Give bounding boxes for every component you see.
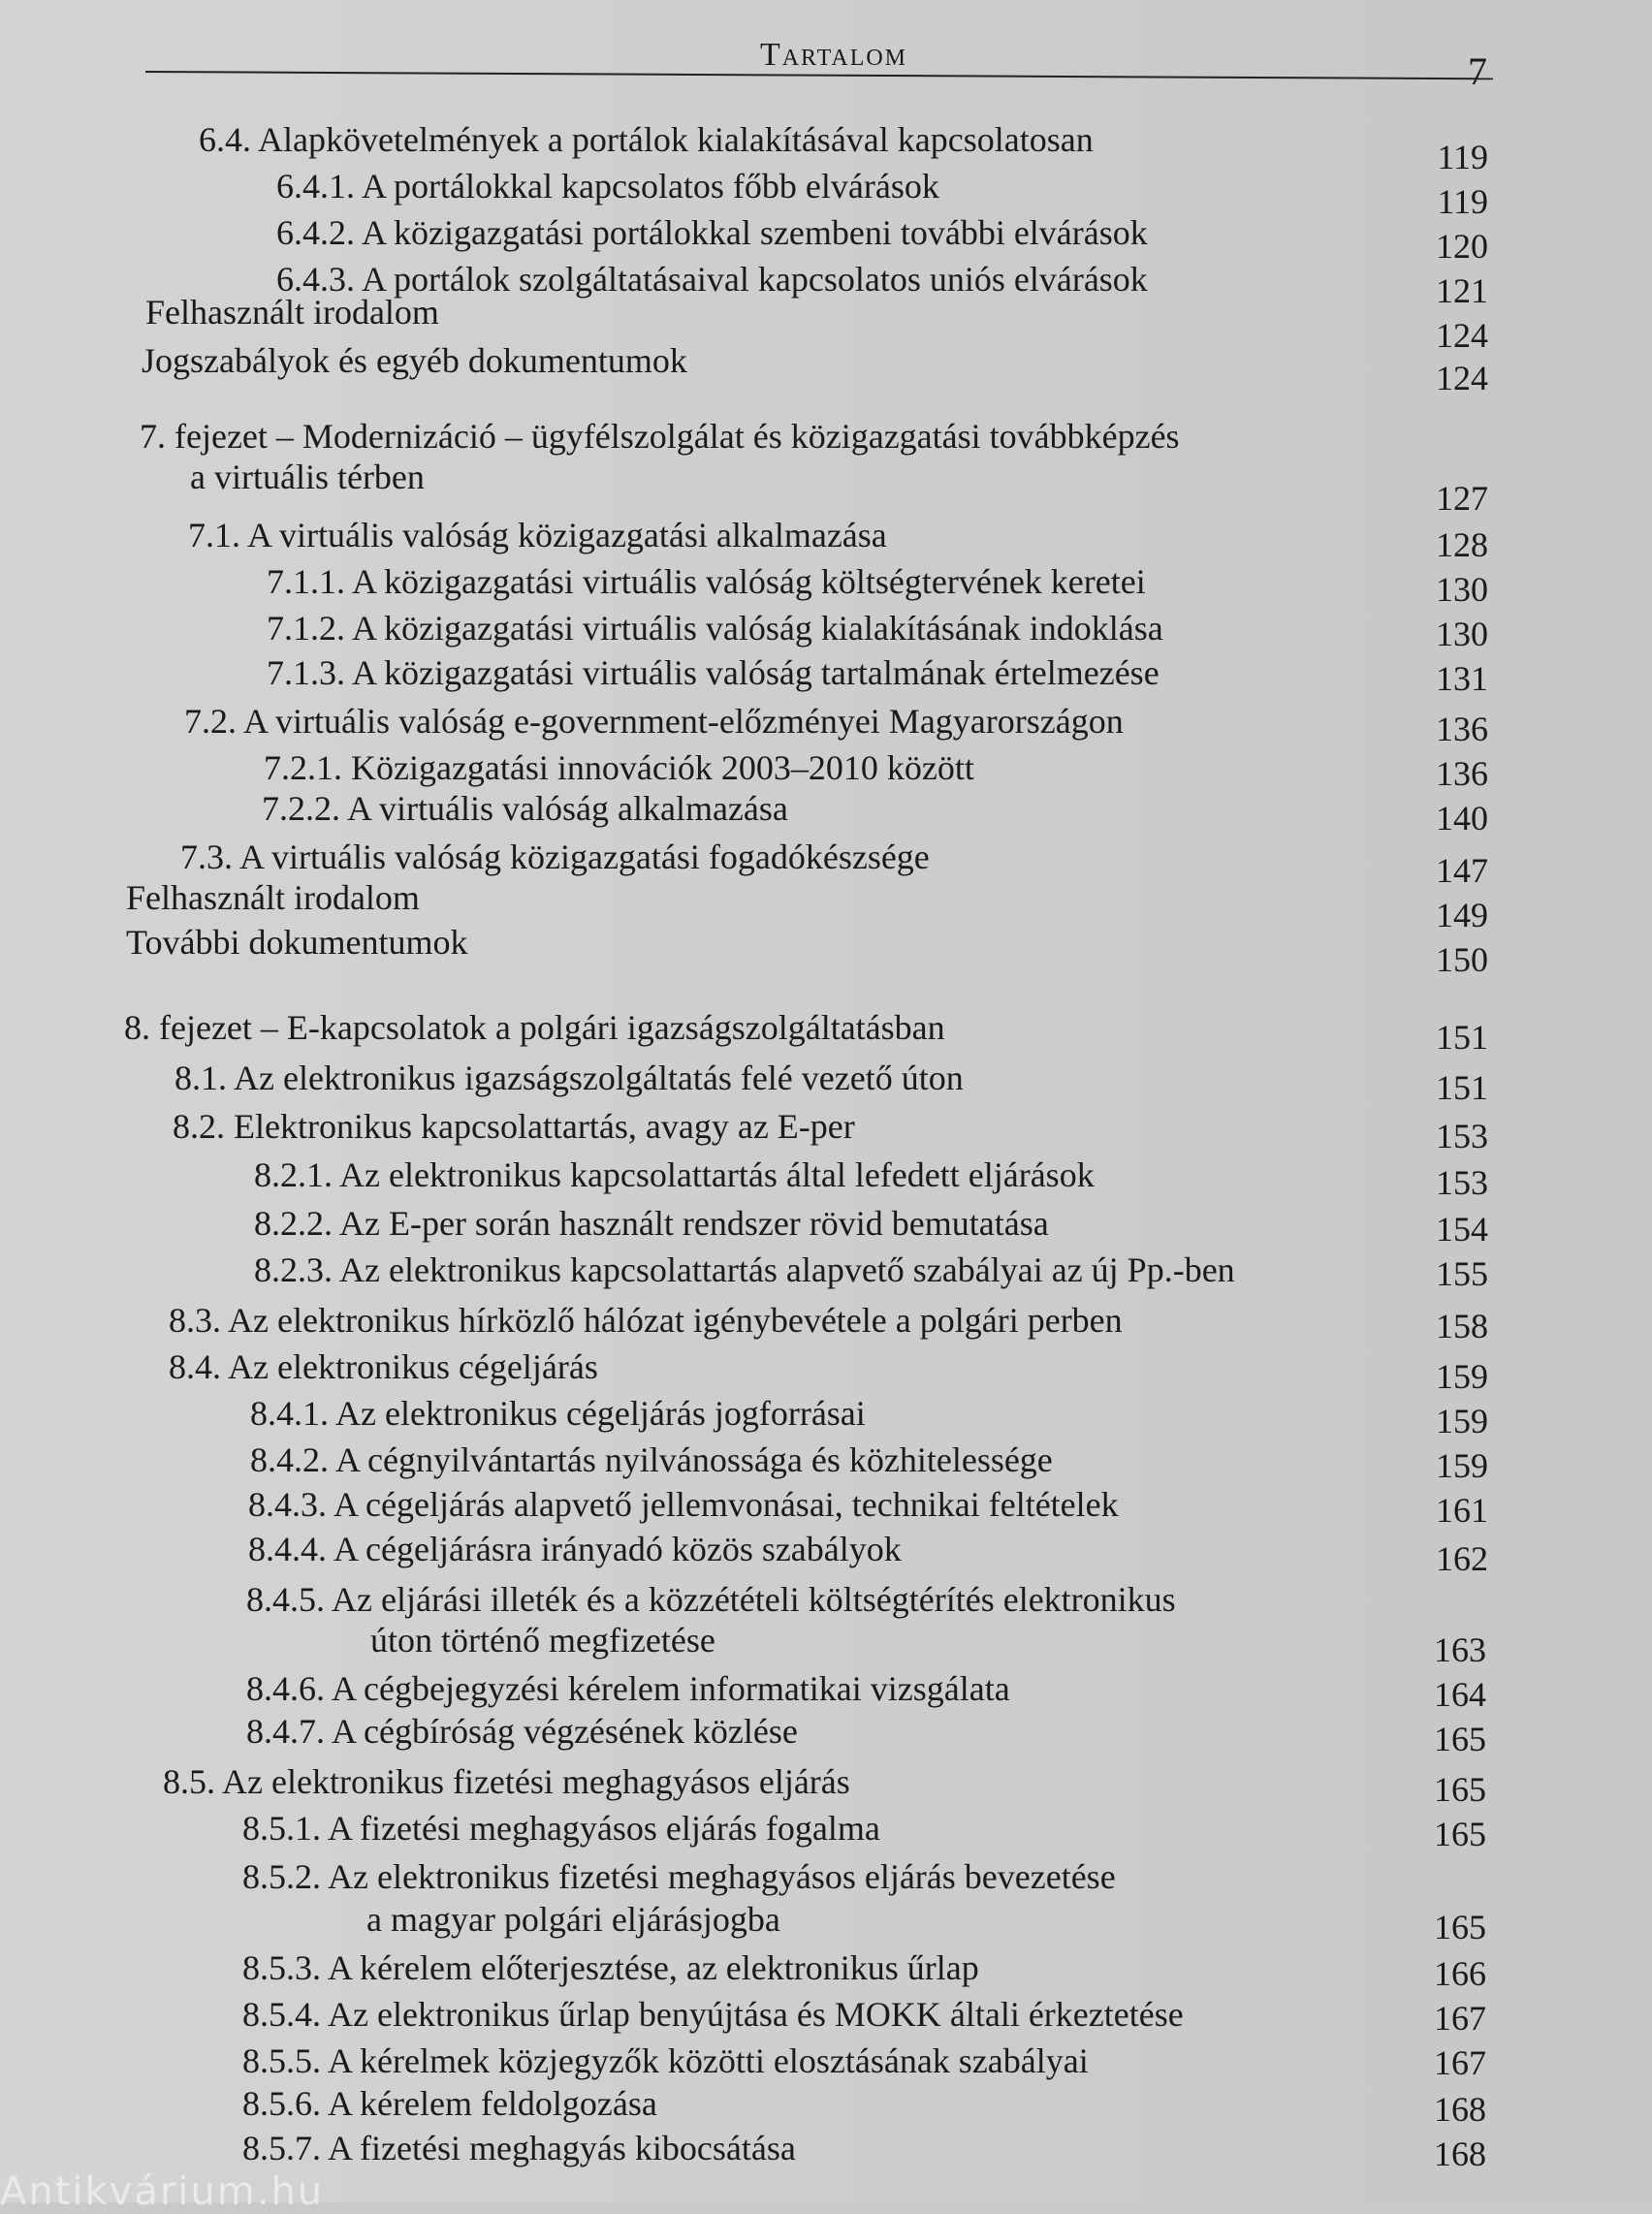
toc-chapter-entry: 7. fejezet – Modernizáció – ügyfélszolgálat és közigazgatási továbbképzés [140,417,1180,456]
toc-entry: Felhasznált irodalom [126,878,420,917]
toc-entry: További dokumentumok [126,923,468,962]
toc-page-ref: 167 [1434,2043,1486,2082]
toc-entry: 8.4. Az elektronikus cégeljárás [169,1347,598,1386]
toc-entry: 8.5. Az elektronikus fizetési meghagyásos eljárás [163,1762,850,1801]
toc-entry: 7.2.1. Közigazgatási innovációk 2003–2010 között [264,748,974,787]
toc-page-ref: 168 [1434,2135,1486,2173]
toc-page-ref: 155 [1436,1254,1488,1293]
toc-page-ref: 127 [1436,479,1488,518]
toc-page-ref: 128 [1436,525,1488,564]
toc-entry: 7.1.3. A közigazgatási virtuális valóság tartalmának értelmezése [267,653,1160,692]
toc-page-ref: 140 [1436,799,1488,838]
toc-page-ref: 149 [1436,896,1488,934]
toc-entry-continuation: a magyar polgári eljárásjogba [366,1900,780,1939]
toc-entry: 7.1. A virtuális valóság közigazgatási alkalmazása [188,516,887,554]
toc-entry-continuation: a virtuális térben [190,458,425,496]
toc-entry: Jogszabályok és egyéb dokumentumok [142,341,687,380]
toc-entry: 8.4.1. Az elektronikus cégeljárás jogforrásai [250,1394,866,1433]
toc-page-ref: 163 [1434,1630,1486,1669]
toc-entry: 8.4.6. A cégbejegyzési kérelem informatikai vizsgálata [246,1669,1010,1708]
toc-entry: 6.4.3. A portálok szolgáltatásaival kapcsolatos uniós elvárások [276,260,1148,299]
toc-page-ref: 162 [1436,1539,1488,1578]
toc-page-ref: 159 [1436,1357,1488,1396]
toc-entry: 8.5.6. A kérelem feldolgozása [242,2084,657,2123]
toc-entry: 8.2. Elektronikus kapcsolattartás, avagy az E-per [173,1107,855,1146]
toc-page-ref: 121 [1436,271,1488,310]
toc-page-ref: 130 [1436,570,1488,609]
toc-page-ref: 119 [1437,182,1488,221]
toc-entry: 7.2.2. A virtuális valóság alkalmazása [262,789,788,828]
toc-page-ref: 147 [1436,851,1488,890]
toc-page-ref: 130 [1436,615,1488,653]
toc-page-ref: 151 [1436,1068,1488,1107]
toc-entry: 8.4.3. A cégeljárás alapvető jellemvonásai, technikai feltételek [248,1485,1119,1524]
toc-page-ref: 165 [1434,1908,1486,1946]
toc-entry: 7.1.2. A közigazgatási virtuális valóság kialakításának indoklása [267,609,1163,648]
toc-entry: 8.5.1. A fizetési meghagyásos eljárás fogalma [242,1809,880,1848]
toc-entry: 8.5.3. A kérelem előterjesztése, az elektronikus űrlap [242,1948,979,1987]
toc-entry: 8.4.2. A cégnyilvántartás nyilvánossága és közhitelessége [250,1440,1053,1479]
toc-page-ref: 161 [1436,1491,1488,1530]
toc-page-ref: 159 [1436,1402,1488,1440]
toc-entry: 8.1. Az elektronikus igazságszolgáltatás felé vezető úton [175,1059,964,1097]
toc-entry: 8.3. Az elektronikus hírközlő hálózat igénybevétele a polgári perben [169,1301,1123,1340]
toc-page-ref: 167 [1434,1999,1486,2038]
toc-entry: 8.2.3. Az elektronikus kapcsolattartás alapvető szabályai az új Pp.-ben [254,1250,1235,1289]
toc-page-ref: 153 [1436,1163,1488,1202]
toc-page-ref: 136 [1436,710,1488,748]
toc-entry: 8.4.7. A cégbíróság végzésének közlése [246,1712,798,1751]
toc-entry: 6.4.2. A közigazgatási portálokkal szembeni további elvárások [276,213,1148,252]
toc-page-ref: 165 [1434,1815,1486,1853]
toc-page-ref: 136 [1436,754,1488,793]
running-title: Tartalom [759,37,908,73]
toc-page-ref: 159 [1436,1446,1488,1485]
toc-entry: Felhasznált irodalom [145,293,439,332]
page-number: 7 [1468,49,1487,93]
toc-page-ref: 124 [1436,359,1488,397]
toc-page-ref: 158 [1436,1307,1488,1345]
toc-page-ref: 119 [1437,138,1488,176]
toc-page-ref: 124 [1436,316,1488,355]
toc-entry: 7.1.1. A közigazgatási virtuális valóság költségtervének keretei [267,562,1146,601]
toc-page-ref: 120 [1436,227,1488,266]
toc-entry: 8.2.2. Az E-per során használt rendszer rövid bemutatása [254,1204,1049,1243]
toc-page-ref: 168 [1434,2090,1486,2129]
toc-page-ref: 131 [1436,659,1488,698]
toc-page-ref: 166 [1434,1954,1486,1993]
toc-entry-continuation: úton történő megfizetése [370,1621,715,1660]
toc-entry: 8.4.5. Az eljárási illeték és a közzétételi költségtérítés elektronikus [246,1580,1176,1619]
toc-page-ref: 154 [1436,1210,1488,1249]
toc-page-ref: 151 [1436,1018,1488,1057]
toc-entry: 6.4. Alapkövetelmények a portálok kialakításával kapcsolatosan [199,120,1094,159]
toc-page-ref: 165 [1434,1720,1486,1758]
toc-entry: 7.3. A virtuális valóság közigazgatási fogadókészsége [180,838,930,876]
toc-entry: 8.5.7. A fizetési meghagyás kibocsátása [242,2129,796,2167]
toc-page-ref: 164 [1434,1675,1486,1714]
toc-page-ref: 153 [1436,1117,1488,1155]
watermark: Antikvárium.hu [0,2169,325,2214]
toc-entry: 8.5.5. A kérelmek közjegyzők közötti elosztásának szabályai [242,2041,1089,2080]
toc-page-ref: 165 [1434,1770,1486,1809]
toc-page-ref: 150 [1436,940,1488,979]
toc-chapter-entry: 8. fejezet – E-kapcsolatok a polgári igazságszolgáltatásban [124,1008,945,1047]
toc-entry: 8.5.2. Az elektronikus fizetési meghagyásos eljárás bevezetése [242,1857,1116,1896]
toc-entry: 8.5.4. Az elektronikus űrlap benyújtása és MOKK általi érkeztetése [242,1995,1184,2034]
toc-entry: 8.2.1. Az elektronikus kapcsolattartás által lefedett eljárások [254,1155,1095,1194]
toc-entry: 8.4.4. A cégeljárásra irányadó közös szabályok [248,1530,902,1568]
toc-entry: 6.4.1. A portálokkal kapcsolatos főbb elvárások [276,167,939,206]
toc-entry: 7.2. A virtuális valóság e-government-előzményei Magyarországon [184,702,1124,741]
